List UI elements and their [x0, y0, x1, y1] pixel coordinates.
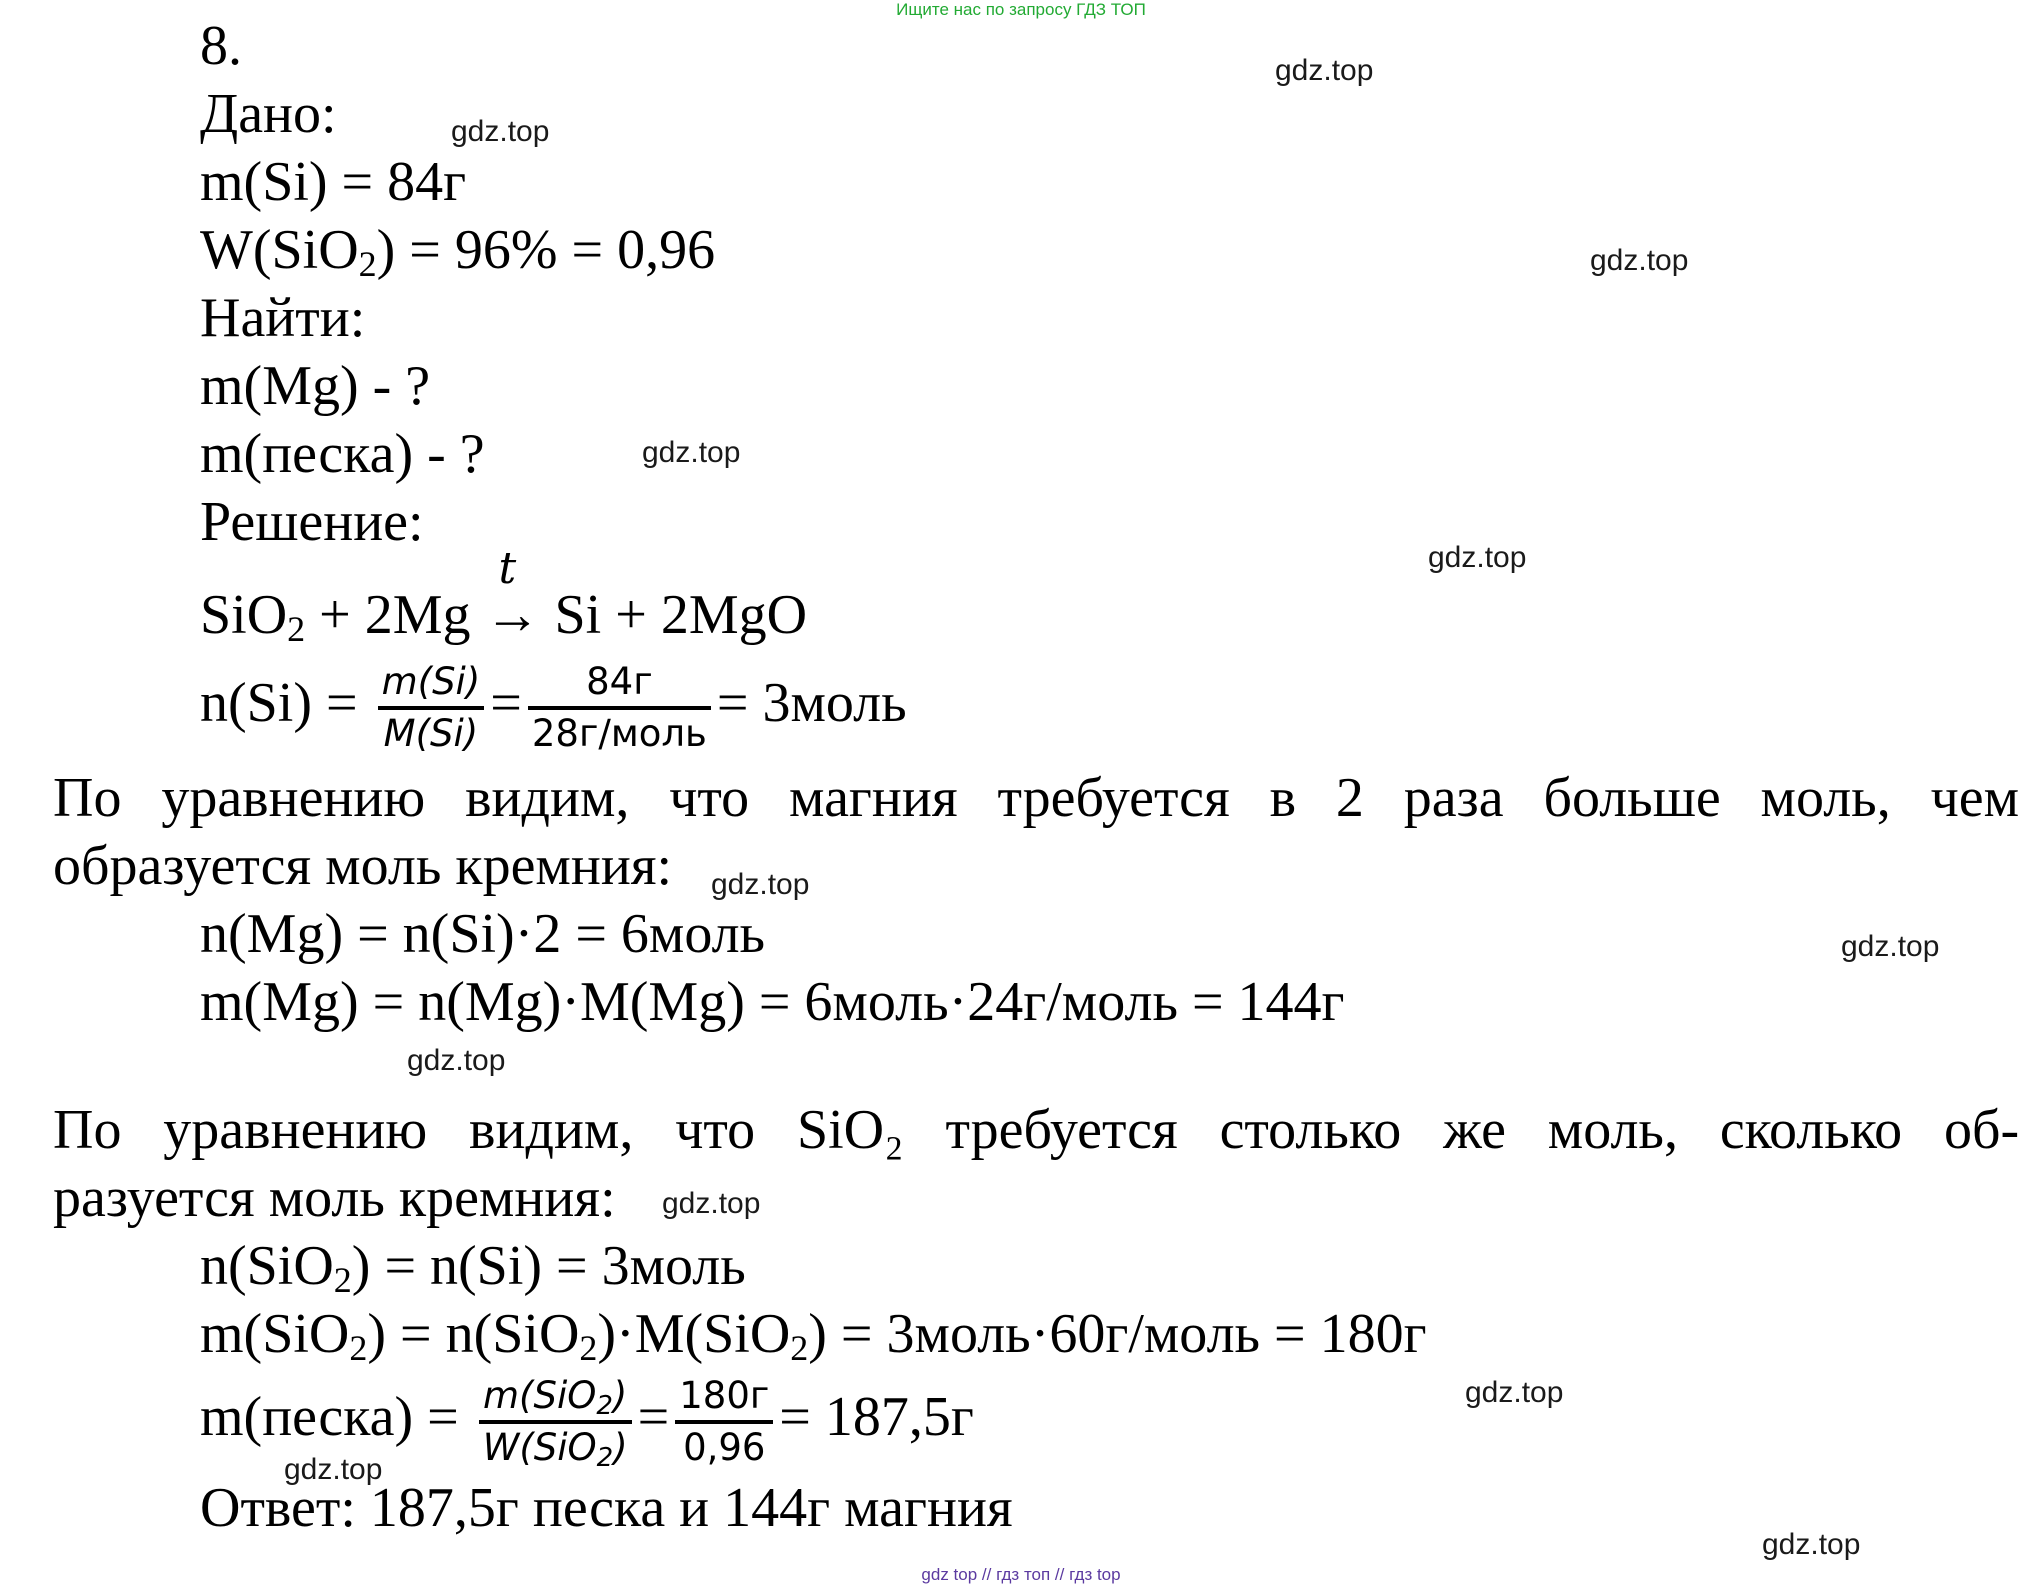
watermark: gdz.top — [284, 1453, 383, 1486]
word: об- — [1943, 1099, 2020, 1161]
watermark: gdz.top — [662, 1187, 761, 1220]
word: По — [53, 767, 122, 829]
solution-label: Решение: — [200, 491, 424, 553]
mass-magnesium: m(Mg) = n(Mg)·M(Mg) = 6моль·24г/моль = 144г — [200, 971, 1345, 1033]
watermark: gdz.top — [451, 115, 550, 148]
find-mass-magnesium: m(Mg) - ? — [200, 355, 431, 417]
word: чем — [1930, 767, 2020, 829]
word: требуется — [997, 767, 1230, 829]
word: SiO₂ — [796, 1099, 904, 1161]
problem-number: 8. — [200, 15, 242, 77]
reaction-equation: SiO$_2$ + 2Mg t → Si + 2MgO — [200, 583, 807, 647]
watermark: gdz.top — [711, 868, 810, 901]
word: моль, — [1760, 767, 1891, 829]
watermark: gdz.top — [1275, 54, 1374, 87]
moles-silica: n(SiO$_2$) = n(Si) = 3моль — [200, 1235, 746, 1300]
find-label: Найти: — [200, 287, 366, 349]
word: столько — [1219, 1099, 1402, 1161]
paragraph-silica-line2: разуется моль кремния: — [53, 1167, 616, 1229]
word: уравнению — [163, 1099, 428, 1161]
word: видим, — [465, 767, 630, 829]
word: что — [675, 1099, 756, 1161]
given-mass-silicon: m(Si) = 84г — [200, 151, 467, 213]
word: По — [53, 1099, 122, 1161]
word: что — [669, 767, 750, 829]
fraction: $\frac{m(Si)}{M(Si)}$ — [378, 658, 485, 758]
mass-sand-formula: m(песка) = $\frac{m(SiO_2)}{W(SiO_2)}$ = $\frac{180г}{0,96}$ = 187,5г — [200, 1374, 974, 1474]
watermark: gdz.top — [1590, 244, 1689, 277]
paragraph-silica-line1 — [53, 1098, 2019, 1162]
find-mass-sand: m(песка) - ? — [200, 423, 485, 485]
word: 2 — [1335, 767, 1364, 829]
paragraph-magnesium-line2: образуется моль кремния: — [53, 835, 673, 897]
site-bottom-note: gdz top // гдз топ // гдз top — [921, 1565, 1121, 1584]
word: требуется — [945, 1099, 1178, 1161]
watermark: gdz.top — [1762, 1528, 1861, 1561]
moles-silicon-formula: n(Si) = $\frac{m(Si)}{M(Si)}$ = $\frac{84г}{\text{28г/моль}}$ = 3моль — [200, 648, 907, 758]
word: в — [1269, 767, 1297, 829]
word: магния — [789, 767, 958, 829]
watermark: gdz.top — [1465, 1376, 1564, 1409]
mass-silica: m(SiO$_2$) = n(SiO$_2$)·M(SiO$_2$) = 3моль·60г/моль = 180г — [200, 1303, 1427, 1368]
paragraph-magnesium-line1 — [53, 766, 2019, 830]
fraction: $\frac{m(SiO_2)}{W(SiO_2)}$ — [479, 1372, 632, 1472]
arrow-icon: t → — [485, 583, 541, 647]
word: видим, — [469, 1099, 634, 1161]
watermark: gdz.top — [642, 436, 741, 469]
word: моль, — [1547, 1099, 1678, 1161]
watermark: gdz.top — [1841, 930, 1940, 963]
watermark: gdz.top — [407, 1044, 506, 1077]
site-top-note: Ищите нас по запросу ГДЗ ТОП — [896, 0, 1146, 19]
given-label: Дано: — [200, 83, 337, 145]
word: же — [1443, 1099, 1506, 1161]
fraction: $\frac{180г}{0,96}$ — [675, 1372, 773, 1472]
word: раза — [1403, 767, 1504, 829]
word: больше — [1543, 767, 1721, 829]
answer: Ответ: 187,5г песка и 144г магния — [200, 1477, 1013, 1539]
word: сколько — [1719, 1099, 1903, 1161]
fraction: $\frac{84г}{\text{28г/моль}}$ — [528, 658, 711, 758]
watermark: gdz.top — [1428, 541, 1527, 574]
given-mass-fraction: W(SiO$_2$) = 96% = 0,96 — [200, 219, 716, 284]
word: уравнению — [161, 767, 426, 829]
temperature-label: t — [498, 543, 517, 594]
moles-magnesium: n(Mg) = n(Si)·2 = 6моль — [200, 903, 766, 965]
